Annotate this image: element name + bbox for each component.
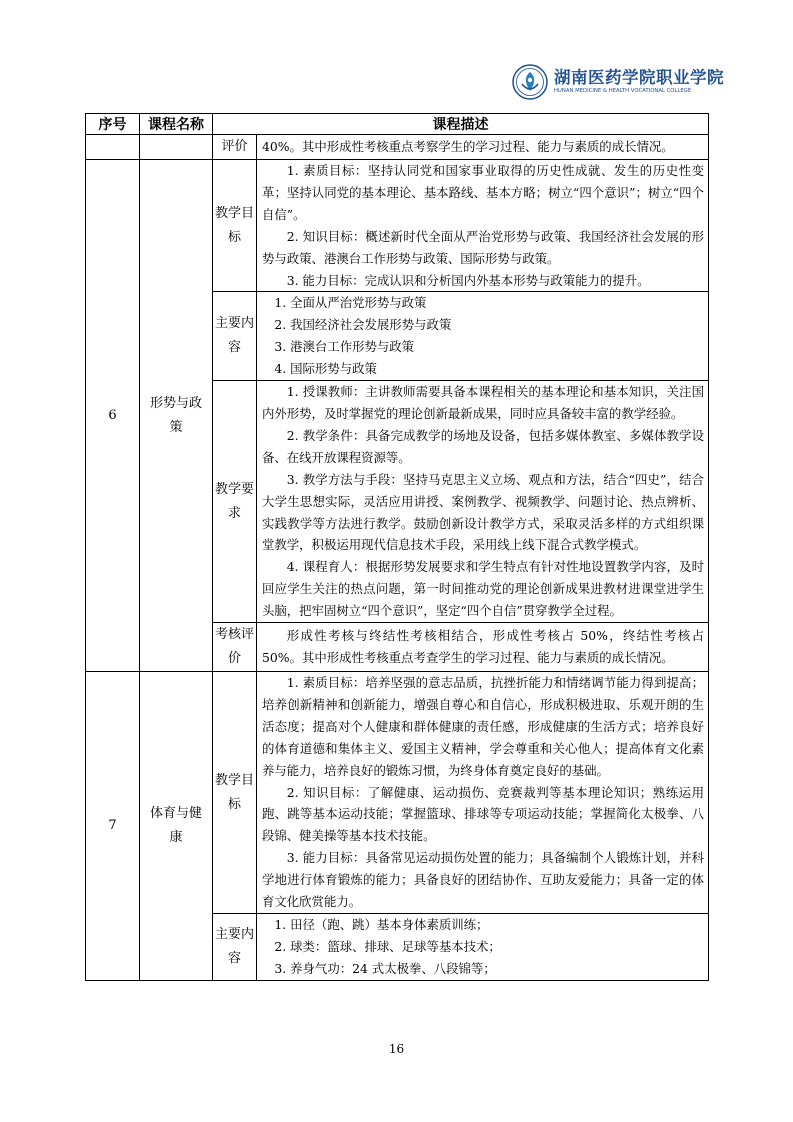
header-no: 序号	[86, 114, 140, 135]
course6-name: 形势与政策	[140, 160, 213, 672]
header-name: 课程名称	[140, 114, 213, 135]
course6-content-item: 4. 国际形势与政策	[274, 361, 377, 377]
course6-req	[257, 381, 709, 623]
table-row	[86, 160, 709, 292]
course7-goal-item: 2. 知识目标：了解健康、运动损伤、竞赛裁判等基本理论知识；熟练运用跑、跳等基本运动技能；掌握篮球、排球等专项运动技能；掌握简化太极拳、八段锦、健美操等基本技术技能。	[262, 784, 704, 844]
course6-goal-item: 3. 能力目标：完成认识和分析国内外基本形势与政策能力的提升。	[286, 272, 650, 288]
course7-goal-item: 1. 素质目标：培养坚强的意志品质，抗挫折能力和情绪调节能力得到提高；培养创新精神和创新能力，增强自尊心和自信心，形成积极进取、乐观开朗的生活态度；提高对个人健康和群体健康的责任感，形成健康的生活方式；培养良好的体育道德和集体主义、爱国主义精神，学会尊重和关心他人；提高体育文化素养与能力，培养良好的锻炼习惯，为终身体育奠定良好的基础。	[262, 675, 704, 778]
table-header-row	[86, 114, 709, 135]
carryover-sub-label: 评价	[213, 135, 257, 160]
course6-content-item: 3. 港澳台工作形势与政策	[274, 339, 415, 355]
table-row	[86, 672, 709, 914]
course7-content-item: 1. 田径（跑、跳）基本身体素质训练；	[274, 917, 489, 932]
course6-goal-item: 2. 知识目标：概述新时代全面从严治党形势与政策、我国经济社会发展的形势与政策、港澳台工作形势与政策、国际形势与政策。	[262, 228, 704, 266]
course7-content	[257, 914, 709, 981]
course6-req-item: 3. 教学方法与手段：坚持马克思主义立场、观点和方法，结合“四史”，结合大学生思想实际，灵活应用讲授、案例教学、视频教学、问题讨论、热点辨析、实践教学等方法进行教学。鼓励创新设计教学方式，采取灵活多样的方式组织课堂教学，积极运用现代信息技术手段，采用线上线下混合式教学模式。	[262, 471, 704, 553]
school-emblem-icon	[512, 64, 548, 100]
course7-name: 体育与健康	[140, 672, 213, 981]
table-row	[86, 135, 709, 160]
carryover-text: 40%。其中形成性考核重点考察学生的学习过程、能力与素质的成长情况。	[262, 139, 674, 155]
course7-content-label: 主要内容	[213, 914, 257, 981]
carryover-desc	[257, 135, 709, 160]
course7-no: 7	[86, 672, 140, 981]
school-logo	[512, 62, 724, 102]
course6-eval-label: 考核评价	[213, 623, 257, 672]
course6-content-item: 1. 全面从严治党形势与政策	[274, 295, 427, 311]
school-name-cn: 湖南医药学院职业学院	[554, 67, 724, 87]
course7-content-item: 3. 养身气功：24 式太极拳、八段锦等；	[274, 960, 496, 976]
course6-goal-item: 1. 素质目标：坚持认同党和国家事业取得的历史性成就、发生的历史性变革；坚持认同党的基本理论、基本路线、基本方略；树立“四个意识”；树立“四个自信”。	[262, 163, 704, 222]
course6-goals	[257, 160, 709, 292]
carryover-name-cell	[140, 135, 213, 160]
course6-goals-label: 教学目标	[213, 160, 257, 292]
course6-req-item: 1. 授课教师：主讲教师需要具备本课程相关的基本理论和基本知识，关注国内外形势，及时掌握党的理论创新最新成果，同时应具备较丰富的教学经验。	[262, 384, 704, 421]
school-name-en: HUNAN MEDICINE & HEALTH VOCATIONAL COLLEGE	[554, 88, 692, 95]
course-table	[85, 113, 709, 981]
course6-eval-text: 形成性考核与终结性考核相结合，形成性考核占 50%，终结性考核占 50%。其中形成性考核重点考查学生的学习过程、能力与素质的成长情况。	[262, 628, 704, 666]
course6-no: 6	[86, 160, 140, 672]
course7-content-item: 2. 球类：篮球、排球、足球等基本技术；	[274, 938, 501, 954]
course6-req-item: 2. 教学条件：具备完成教学的场地及设备，包括多媒体教室、多媒体教学设备、在线开放课程资源等。	[262, 427, 704, 465]
course6-content-label: 主要内容	[213, 292, 257, 381]
course6-req-item: 4. 课程育人：根据形势发展要求和学生特点有针对性地设置教学内容，及时回应学生关注的热点问题，第一时间推动党的理论创新成果进教材进课堂进学生头脑，把牢固树立“四个意识”，坚定“四个自信”贯穿教学全过程。	[262, 559, 704, 619]
header-desc: 课程描述	[213, 114, 709, 135]
course6-content-item: 2. 我国经济社会发展形势与政策	[274, 317, 452, 333]
carryover-no-cell	[86, 135, 140, 160]
course7-goal-item: 3. 能力目标：具备常见运动损伤处置的能力；具备编制个人锻炼计划，并科学地进行体育锻炼的能力；具备良好的团结协作、互助友爱能力；具备一定的体育文化欣赏能力。	[262, 850, 704, 910]
course7-goals-label: 教学目标	[213, 672, 257, 914]
page-number: 16	[388, 1042, 405, 1056]
course7-goals	[257, 672, 709, 914]
course6-content	[257, 292, 709, 381]
course6-eval	[257, 623, 709, 672]
course6-req-label: 教学要求	[213, 381, 257, 623]
